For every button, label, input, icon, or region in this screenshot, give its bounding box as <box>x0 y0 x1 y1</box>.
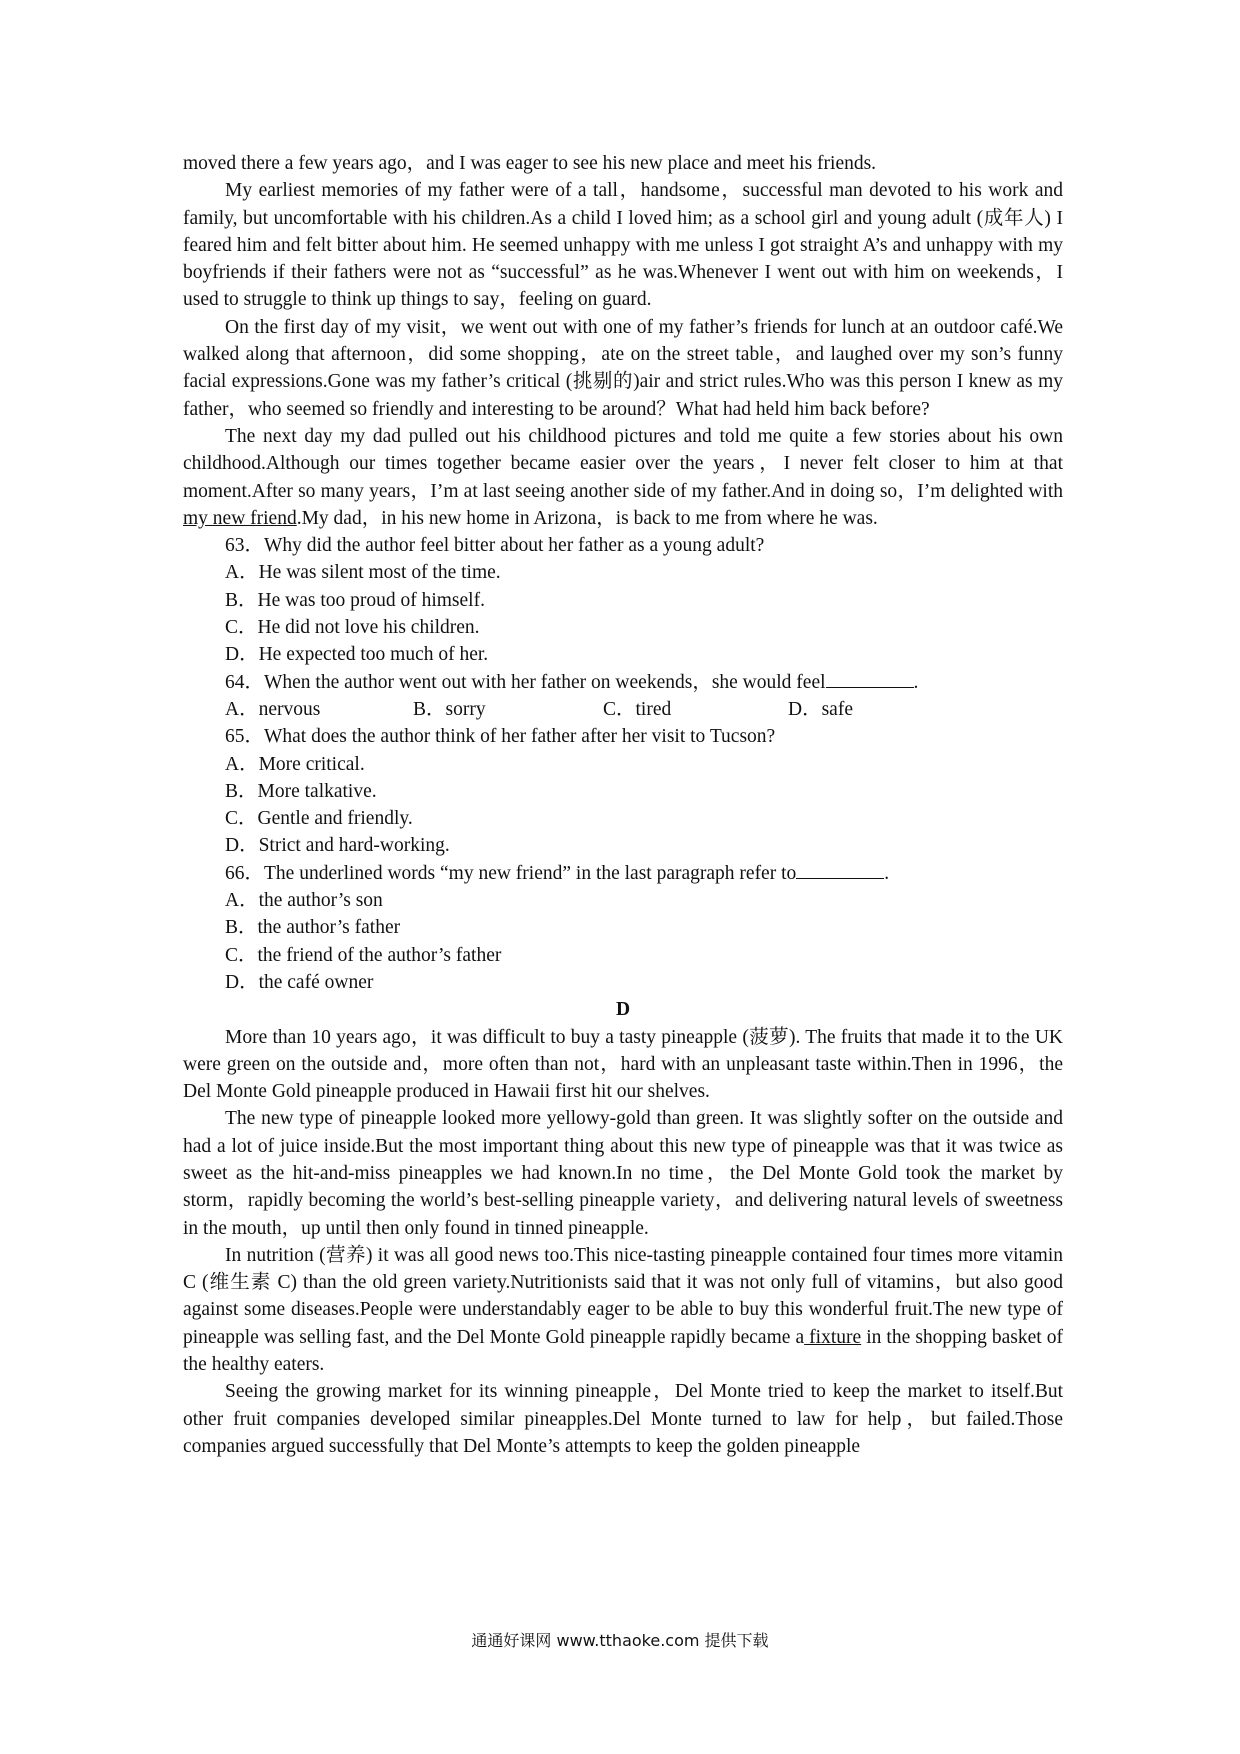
option-65b: B．More talkative. <box>225 780 377 802</box>
option-63c: C．He did not love his children. <box>225 617 480 639</box>
underlined-phrase: my new friend <box>183 507 297 529</box>
answer-blank <box>796 860 884 879</box>
option-65d: D．Strict and hard-working. <box>225 835 450 857</box>
option-63d: D．He expected too much of her. <box>225 644 489 666</box>
option-64b: B．sorry <box>413 698 486 720</box>
question-65: 65．What does the author think of her father after her visit to Tucson? <box>225 726 776 748</box>
paragraph-continued: moved there a few years ago，and I was eager to see his new place and meet his friends. <box>183 153 877 174</box>
question-66 <box>183 860 1063 887</box>
paragraph-text: in the shopping basket of the healthy eaters. <box>183 1326 1063 1376</box>
paragraph-next-day <box>183 423 1063 532</box>
paragraph-market: Seeing the growing market for its winning pineapple，Del Monte tried to keep the market to itself.But other fruit companies developed similar pineapples.Del Monte turned to law for help，but failed.Those companies argued successfully that Del Monte’s attempts to keep the golden pineapple <box>183 1381 1063 1457</box>
paragraph-new-type: The new type of pineapple looked more yellowy-gold than green. It was slightly softer on the outside and had a lot of juice inside.But the most important thing about this new type of pineapple was that it was twice as sweet as the hit-and-miss pineapples we had known.In no time，the Del Monte Gold took the market by storm，rapidly becoming the world’s best-selling pineapple variety，and delivering natural levels of sweetness in the mouth，up until then only found in tinned pineapple. <box>183 1108 1063 1239</box>
option-66a: A．the author’s son <box>225 890 383 912</box>
option-65c: C．Gentle and friendly. <box>225 808 413 830</box>
paragraph-earliest-memories: My earliest memories of my father were of a tall，handsome，successful man devoted to his work and family, but uncomfortable with his children.As a child I loved him; as a school girl and young adult (成年人) I feared him and felt bitter about him. He seemed unhappy with me unless I got straight A’s and unhappy with my boyfriends if their fathers were not as “successful” as he was.Whenever I went out with him on weekends，I used to struggle to think up things to say，feeling on guard. <box>183 180 1063 311</box>
question-end: . <box>884 862 890 884</box>
option-63a: A．He was silent most of the time. <box>225 562 501 584</box>
question-63: 63．Why did the author feel bitter about her father as a young adult? <box>225 535 765 557</box>
paragraph-first-day: On the first day of my visit，we went out with one of my father’s friends for lunch at an outdoor café.We walked along that afternoon，did some shopping，ate on the street table，and laughed over my son’s funny facial expressions.Gone was my father’s critical (挑剔的)air and strict rules.Who was this person I knew as my father，who seemed so friendly and interesting to be around？What had held him back before? <box>183 316 1063 420</box>
paragraph-text: .My dad，in his new home in Arizona，is back to me from where he was. <box>296 507 878 529</box>
option-64d: D．safe <box>788 698 853 720</box>
option-66d: D．the café owner <box>225 971 374 993</box>
section-heading-d: D <box>615 999 631 1021</box>
question-text: 64．When the author went out with her father on weekends，she would feel <box>225 671 826 693</box>
option-64c: C．tired <box>603 698 672 720</box>
paragraph-text: In nutrition (营养) it was all good news too.This nice-tasting pineapple contained four times more vitamin C (维生素 C) than the old green variety.Nutritionists said that it was not only full of vitamins，but also good against some diseases.People were understandably eager to be able to buy this wonderful fruit.The new type of pineapple was selling fast, and the Del Monte Gold pineapple rapidly became a <box>183 1244 1063 1348</box>
question-text: 66．The underlined words “my new friend” in the last paragraph refer to <box>225 862 797 884</box>
option-66c: C．the friend of the author’s father <box>225 944 502 966</box>
option-64a: A．nervous <box>225 698 321 720</box>
question-end: . <box>913 671 919 693</box>
option-65a: A．More critical. <box>225 753 365 775</box>
option-66b: B．the author’s father <box>225 917 401 939</box>
page-footer: 通通好课网 www.tthaoke.com 提供下载 <box>471 1631 769 1650</box>
paragraph-nutrition <box>183 1242 1063 1378</box>
question-64 <box>183 669 1063 696</box>
document-body <box>183 150 1063 1460</box>
underlined-word: fixture <box>804 1326 862 1348</box>
options-64 <box>183 696 1063 723</box>
option-63b: B．He was too proud of himself. <box>225 589 485 611</box>
answer-blank <box>826 669 914 688</box>
paragraph-pineapple-intro: More than 10 years ago，it was difficult to buy a tasty pineapple (菠萝). The fruits that made it to the UK were green on the outside and，more often than not，hard with an unpleasant taste within.Then in 1996，the Del Monte Gold pineapple produced in Hawaii first hit our shelves. <box>183 1026 1063 1103</box>
paragraph-text: The next day my dad pulled out his childhood pictures and told me quite a few stories about his own childhood.Although our times together became easier over the years，I never felt closer to him at that moment.After so many years，I’m at last seeing another side of my father.And in doing so，I’m delighted with <box>183 425 1063 502</box>
